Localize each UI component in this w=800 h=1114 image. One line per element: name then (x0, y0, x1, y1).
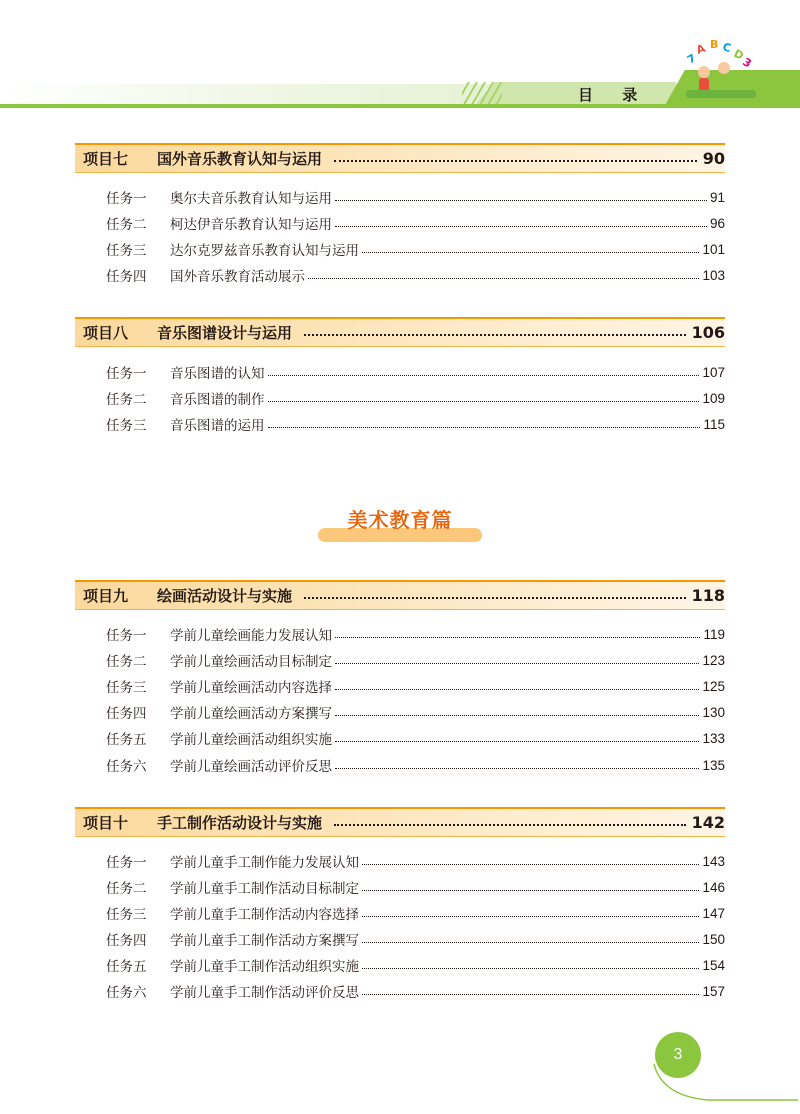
project-title: 国外音乐教育认知与运用 (157, 150, 323, 168)
task-row[interactable] (106, 981, 725, 1001)
task-number: 任务五 (106, 732, 147, 748)
task-title: 学前儿童手工制作活动方案撰写 (170, 933, 359, 949)
section-banner (318, 504, 482, 544)
task-title: 达尔克罗兹音乐教育认知与运用 (170, 243, 359, 259)
project-number: 项目九 (83, 587, 129, 605)
task-row[interactable] (106, 213, 725, 233)
svg-text:7: 7 (685, 51, 699, 67)
leader-dots (362, 890, 699, 891)
task-page: 130 (702, 704, 725, 720)
task-row[interactable] (106, 414, 725, 434)
leader-dots (304, 597, 686, 599)
svg-text:B: B (710, 38, 719, 51)
task-number: 任务五 (106, 959, 147, 975)
task-title: 学前儿童绘画能力发展认知 (170, 628, 332, 644)
svg-text:D: D (731, 46, 746, 63)
header-title: 目 录 (578, 86, 650, 104)
task-title: 学前儿童手工制作能力发展认知 (170, 855, 359, 871)
leader-dots (362, 252, 699, 253)
task-number: 任务四 (106, 269, 147, 285)
project-page: 142 (691, 813, 725, 832)
task-page: 96 (709, 215, 725, 231)
section-title: 美术教育篇 (347, 508, 453, 532)
leader-dots (362, 864, 699, 865)
task-row[interactable] (106, 728, 725, 748)
kids-illustration-icon (676, 38, 766, 100)
leader-dots (362, 942, 699, 943)
svg-text:3: 3 (740, 55, 754, 71)
leader-dots (268, 427, 701, 428)
task-row[interactable] (106, 929, 725, 949)
task-page: 119 (703, 626, 725, 642)
svg-text:A: A (694, 41, 708, 57)
task-row[interactable] (106, 877, 725, 897)
leader-dots (335, 715, 699, 716)
task-page: 115 (703, 416, 725, 432)
task-page: 150 (702, 931, 725, 947)
project-row[interactable] (75, 317, 725, 347)
task-number: 任务二 (106, 881, 147, 897)
task-page: 135 (702, 757, 725, 773)
project-number: 项目八 (83, 324, 129, 342)
leader-dots (335, 768, 699, 769)
task-row[interactable] (106, 702, 725, 722)
task-row[interactable] (106, 624, 725, 644)
leader-dots (308, 278, 699, 279)
leader-dots (334, 160, 697, 162)
project-row[interactable] (75, 143, 725, 173)
task-page: 91 (709, 189, 725, 205)
leader-dots (335, 689, 699, 690)
task-row[interactable] (106, 265, 725, 285)
task-row[interactable] (106, 903, 725, 923)
task-title: 奥尔夫音乐教育认知与运用 (170, 191, 332, 207)
leader-dots (268, 401, 700, 402)
task-row[interactable] (106, 955, 725, 975)
task-title: 柯达伊音乐教育认知与运用 (170, 217, 332, 233)
task-title: 学前儿童手工制作活动目标制定 (170, 881, 359, 897)
task-row[interactable] (106, 239, 725, 259)
page-number: 3 (655, 1032, 701, 1078)
leader-dots (335, 637, 700, 638)
task-page: 143 (702, 853, 725, 869)
project-row[interactable] (75, 580, 725, 610)
project-title: 手工制作活动设计与实施 (157, 814, 323, 832)
task-title: 音乐图谱的认知 (170, 366, 265, 382)
task-row[interactable] (106, 187, 725, 207)
leader-dots (335, 741, 699, 742)
task-page: 109 (702, 390, 725, 406)
task-row[interactable] (106, 650, 725, 670)
task-title: 音乐图谱的运用 (170, 418, 265, 434)
leader-dots (335, 663, 699, 664)
task-number: 任务四 (106, 933, 147, 949)
task-title: 学前儿童绘画活动评价反思 (170, 759, 332, 775)
project-number: 项目七 (83, 150, 129, 168)
leader-dots (362, 968, 699, 969)
task-page: 101 (702, 241, 725, 257)
leader-dots (362, 994, 699, 995)
task-row[interactable] (106, 755, 725, 775)
project-page: 90 (702, 149, 725, 168)
task-title: 学前儿童绘画活动目标制定 (170, 654, 332, 670)
task-number: 任务六 (106, 985, 147, 1001)
leader-dots (334, 824, 686, 826)
header-rule (0, 104, 800, 108)
task-number: 任务一 (106, 628, 147, 644)
project-row[interactable] (75, 807, 725, 837)
task-number: 任务三 (106, 418, 147, 434)
task-page: 154 (702, 957, 725, 973)
task-number: 任务三 (106, 907, 147, 923)
header-stripes (462, 82, 502, 104)
task-page: 103 (702, 267, 725, 283)
task-number: 任务二 (106, 654, 147, 670)
task-title: 学前儿童手工制作活动组织实施 (170, 959, 359, 975)
task-title: 学前儿童绘画活动方案撰写 (170, 706, 332, 722)
leader-dots (304, 334, 686, 336)
project-number: 项目十 (83, 814, 129, 832)
task-page: 147 (702, 905, 725, 921)
svg-text:C: C (721, 40, 733, 55)
task-page: 107 (702, 364, 725, 380)
task-row[interactable] (106, 851, 725, 871)
task-number: 任务六 (106, 759, 147, 775)
leader-dots (268, 375, 700, 376)
task-number: 任务三 (106, 243, 147, 259)
task-number: 任务二 (106, 392, 147, 408)
task-title: 学前儿童手工制作活动评价反思 (170, 985, 359, 1001)
task-page: 125 (702, 678, 725, 694)
project-page: 106 (691, 323, 725, 342)
task-page: 146 (702, 879, 725, 895)
task-number: 任务一 (106, 191, 147, 207)
leader-dots (335, 200, 707, 201)
task-number: 任务四 (106, 706, 147, 722)
project-page: 118 (691, 586, 725, 605)
task-number: 任务一 (106, 366, 147, 382)
task-number: 任务一 (106, 855, 147, 871)
project-title: 绘画活动设计与实施 (157, 587, 293, 605)
task-title: 学前儿童手工制作活动内容选择 (170, 907, 359, 923)
leader-dots (362, 916, 699, 917)
task-number: 任务二 (106, 217, 147, 233)
task-title: 学前儿童绘画活动组织实施 (170, 732, 332, 748)
project-title: 音乐图谱设计与运用 (157, 324, 293, 342)
task-title: 国外音乐教育活动展示 (170, 269, 305, 285)
leader-dots (335, 226, 707, 227)
task-page: 123 (702, 652, 725, 668)
task-row[interactable] (106, 676, 725, 696)
task-page: 157 (702, 983, 725, 999)
task-page: 133 (702, 730, 725, 746)
task-title: 学前儿童绘画活动内容选择 (170, 680, 332, 696)
task-row[interactable] (106, 362, 725, 382)
task-number: 任务三 (106, 680, 147, 696)
task-row[interactable] (106, 388, 725, 408)
task-title: 音乐图谱的制作 (170, 392, 265, 408)
